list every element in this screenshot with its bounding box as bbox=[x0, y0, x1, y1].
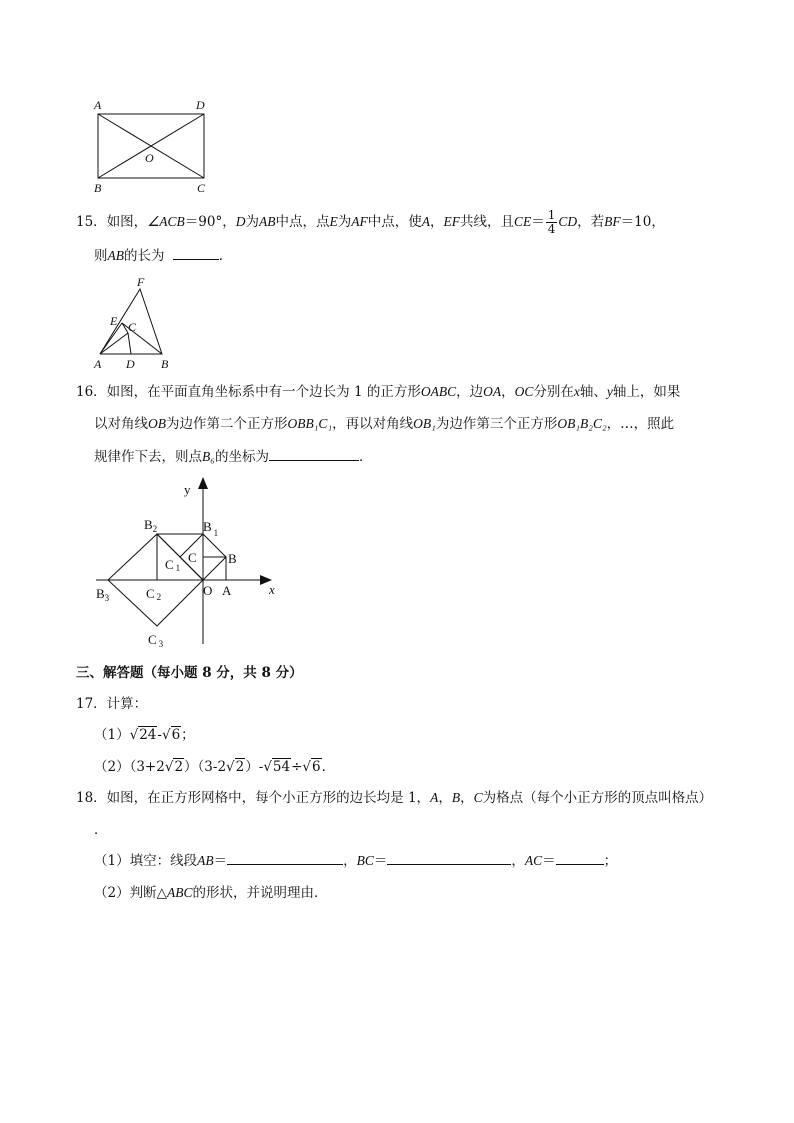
q17-part-1 bbox=[94, 725, 195, 745]
sqrt-icon: √ bbox=[226, 759, 235, 775]
q16-line-3 bbox=[94, 446, 372, 467]
q15-number: 15． bbox=[76, 214, 107, 230]
y-axis-arrow-icon bbox=[198, 477, 208, 489]
q18-var: ABC bbox=[166, 885, 193, 900]
q17-text: ． bbox=[321, 759, 336, 775]
q15-line-1 bbox=[76, 209, 665, 236]
q16-var: OB bbox=[148, 416, 166, 431]
label-d: D bbox=[196, 98, 205, 112]
label-b: B bbox=[161, 357, 169, 371]
q17-text: ）（3-2 bbox=[184, 759, 227, 775]
q16-text: ， bbox=[501, 384, 515, 400]
q15-text: 共线，且 bbox=[459, 214, 514, 230]
fraction-denominator: 4 bbox=[547, 222, 556, 236]
label-o: O bbox=[145, 151, 154, 165]
label-a: A bbox=[94, 98, 102, 112]
q16-var: B₆ bbox=[202, 449, 215, 464]
q15-var: A bbox=[421, 214, 430, 229]
q15-var: AB bbox=[258, 214, 276, 229]
q16-var: OA bbox=[483, 384, 502, 399]
label-f: F bbox=[137, 275, 145, 289]
label-b3: $B_3$ bbox=[96, 586, 110, 603]
ac-answer-blank[interactable] bbox=[556, 850, 604, 865]
label-o: O bbox=[203, 583, 213, 598]
q15-text: 为 bbox=[245, 214, 259, 230]
q16-text: ，再以对角线 bbox=[332, 416, 414, 432]
q16-line-2 bbox=[94, 414, 674, 434]
q16-var: OB₁ bbox=[413, 416, 436, 431]
q16-text: 以对角线 bbox=[94, 416, 148, 432]
q15-text: 的长为 bbox=[124, 248, 165, 264]
q16-text: 轴、 bbox=[579, 384, 607, 400]
label-b: B bbox=[228, 551, 237, 566]
q15-var: AB bbox=[107, 248, 124, 263]
segment-cd bbox=[128, 333, 131, 354]
q16-var: y bbox=[606, 384, 613, 399]
q18-text: ， bbox=[511, 853, 525, 869]
q15-text: 则 bbox=[94, 248, 108, 264]
q18-text: （1）填空：线段 bbox=[94, 853, 198, 869]
q18-text: ＝ bbox=[542, 853, 556, 869]
q18-var: AB bbox=[197, 853, 214, 868]
q18-var: BC bbox=[356, 853, 374, 868]
q15-angle: ∠ACB bbox=[147, 214, 185, 229]
label-c: C bbox=[197, 181, 206, 195]
sqrt-icon: √ bbox=[263, 759, 272, 775]
q15-answer-blank[interactable] bbox=[173, 245, 219, 260]
q16-text: 16．如图，在平面直角坐标系中有一个边长为 1 的正方形 bbox=[76, 384, 421, 400]
q16-text: ，…，照此 bbox=[606, 416, 675, 432]
q18-part-2 bbox=[94, 883, 327, 903]
q18-text: 为格点（每个小正方形的顶点叫格点） bbox=[482, 790, 713, 806]
label-c: C bbox=[188, 550, 197, 565]
q16-var: OB₁B₂C₂ bbox=[557, 416, 607, 431]
sqrt-icon: √ bbox=[161, 727, 171, 743]
q18-line-1 bbox=[76, 788, 712, 808]
q16-line-1 bbox=[76, 382, 680, 402]
q17-label: （2） bbox=[94, 759, 130, 775]
q17-text: （3+2 bbox=[129, 759, 165, 775]
bc-answer-blank[interactable] bbox=[387, 850, 511, 865]
q15-var: EF bbox=[443, 214, 460, 229]
q15-var: AF bbox=[351, 214, 368, 229]
radicand: 2 bbox=[235, 759, 245, 775]
q15-text: ． bbox=[218, 248, 233, 264]
q18-text: ， bbox=[438, 790, 452, 806]
label-e: E bbox=[110, 314, 118, 328]
label-c: C bbox=[128, 320, 137, 334]
sqrt-icon: √ bbox=[129, 727, 139, 743]
radicand: 6 bbox=[312, 759, 321, 775]
label-c2: C 2 bbox=[146, 586, 162, 602]
fraction-one-quarter bbox=[546, 209, 558, 236]
segment-ac bbox=[100, 333, 128, 354]
q15-text: ＝90°， bbox=[184, 214, 236, 230]
q18-text: ， bbox=[343, 853, 357, 869]
q16-var: OBB₁C₁ bbox=[287, 416, 333, 431]
q16-text: 规律作下去，则点 bbox=[94, 449, 202, 465]
q17-text: ）- bbox=[245, 759, 264, 775]
section-3-heading: 三、解答题（每小题 8 分，共 8 分） bbox=[76, 665, 303, 681]
label-x: x bbox=[269, 582, 275, 597]
label-b: B bbox=[94, 181, 102, 195]
q17-text: ÷ bbox=[291, 759, 303, 775]
q15-line-2 bbox=[94, 245, 232, 266]
q18-var: B bbox=[451, 790, 461, 805]
q17-text: ； bbox=[181, 727, 195, 743]
label-b2: $B_2$ bbox=[144, 517, 158, 534]
q17-label: （1） bbox=[94, 727, 130, 743]
q15-text: 中点，点 bbox=[275, 214, 330, 230]
sqrt-icon: √ bbox=[164, 759, 174, 775]
fraction-numerator: 1 bbox=[547, 208, 556, 222]
label-c1: C 1 bbox=[165, 557, 181, 573]
q18-text: ， bbox=[460, 790, 474, 806]
q16-text: 轴上，如果 bbox=[612, 384, 681, 400]
q15-var: E bbox=[329, 214, 338, 229]
q15-text: 如图， bbox=[106, 214, 148, 230]
q18-var: C bbox=[473, 790, 483, 805]
q18-text: 的形状，并说明理由． bbox=[192, 885, 328, 901]
q16-text: 分别在 bbox=[533, 384, 574, 400]
label-d: D bbox=[126, 357, 135, 371]
q15-text: ， bbox=[429, 214, 444, 230]
q15-var: BF bbox=[604, 214, 621, 229]
radicand: 54 bbox=[272, 759, 291, 775]
label-b1: B $_1$ bbox=[203, 519, 219, 538]
q17-text: - bbox=[157, 727, 162, 743]
q16-answer-blank[interactable] bbox=[269, 446, 359, 461]
label-a: A bbox=[222, 583, 232, 598]
q18-text: （2）判断△ bbox=[94, 885, 167, 901]
q15-text: ＝10， bbox=[620, 214, 665, 230]
radicand: 6 bbox=[171, 727, 181, 743]
q18-text: 18．如图，在正方形网格中，每个小正方形的边长均是 1， bbox=[76, 790, 431, 806]
q18-var: A bbox=[430, 790, 439, 805]
q15-text: 中点，使 bbox=[367, 214, 422, 230]
q18-var: AC bbox=[524, 853, 543, 868]
q17-part-2 bbox=[94, 757, 335, 777]
q16-text: ，边 bbox=[456, 384, 484, 400]
q16-text: 为边作第三个正方形 bbox=[435, 416, 558, 432]
label-a: A bbox=[94, 357, 102, 371]
q18-text: ； bbox=[603, 853, 618, 869]
q15-text: ＝ bbox=[531, 214, 545, 230]
q15-text: ，若 bbox=[577, 214, 605, 230]
ab-answer-blank[interactable] bbox=[227, 850, 343, 865]
q15-var: CE bbox=[513, 214, 532, 229]
q18-line-2: ． bbox=[94, 822, 108, 838]
q16-var: OC bbox=[514, 384, 534, 399]
q15-var: D bbox=[235, 214, 246, 229]
q15-var: CD bbox=[558, 214, 578, 229]
q16-var: OABC bbox=[420, 384, 457, 399]
q16-text: 的坐标为 bbox=[214, 449, 269, 465]
radicand: 2 bbox=[174, 759, 184, 775]
label-c3: C $_3$ bbox=[148, 632, 164, 649]
q18-text: ＝ bbox=[373, 853, 388, 869]
q17-title: 17．计算： bbox=[76, 696, 148, 712]
radicand: 24 bbox=[139, 727, 157, 743]
q18-text: ＝ bbox=[213, 853, 228, 869]
sqrt-icon: √ bbox=[302, 759, 312, 775]
q16-text: 为边作第二个正方形 bbox=[166, 416, 288, 432]
label-y: y bbox=[184, 482, 191, 497]
q15-text: 为 bbox=[337, 214, 352, 230]
q18-part-1 bbox=[94, 850, 617, 871]
q16-var: x bbox=[573, 384, 580, 399]
q16-text: ． bbox=[358, 449, 373, 465]
